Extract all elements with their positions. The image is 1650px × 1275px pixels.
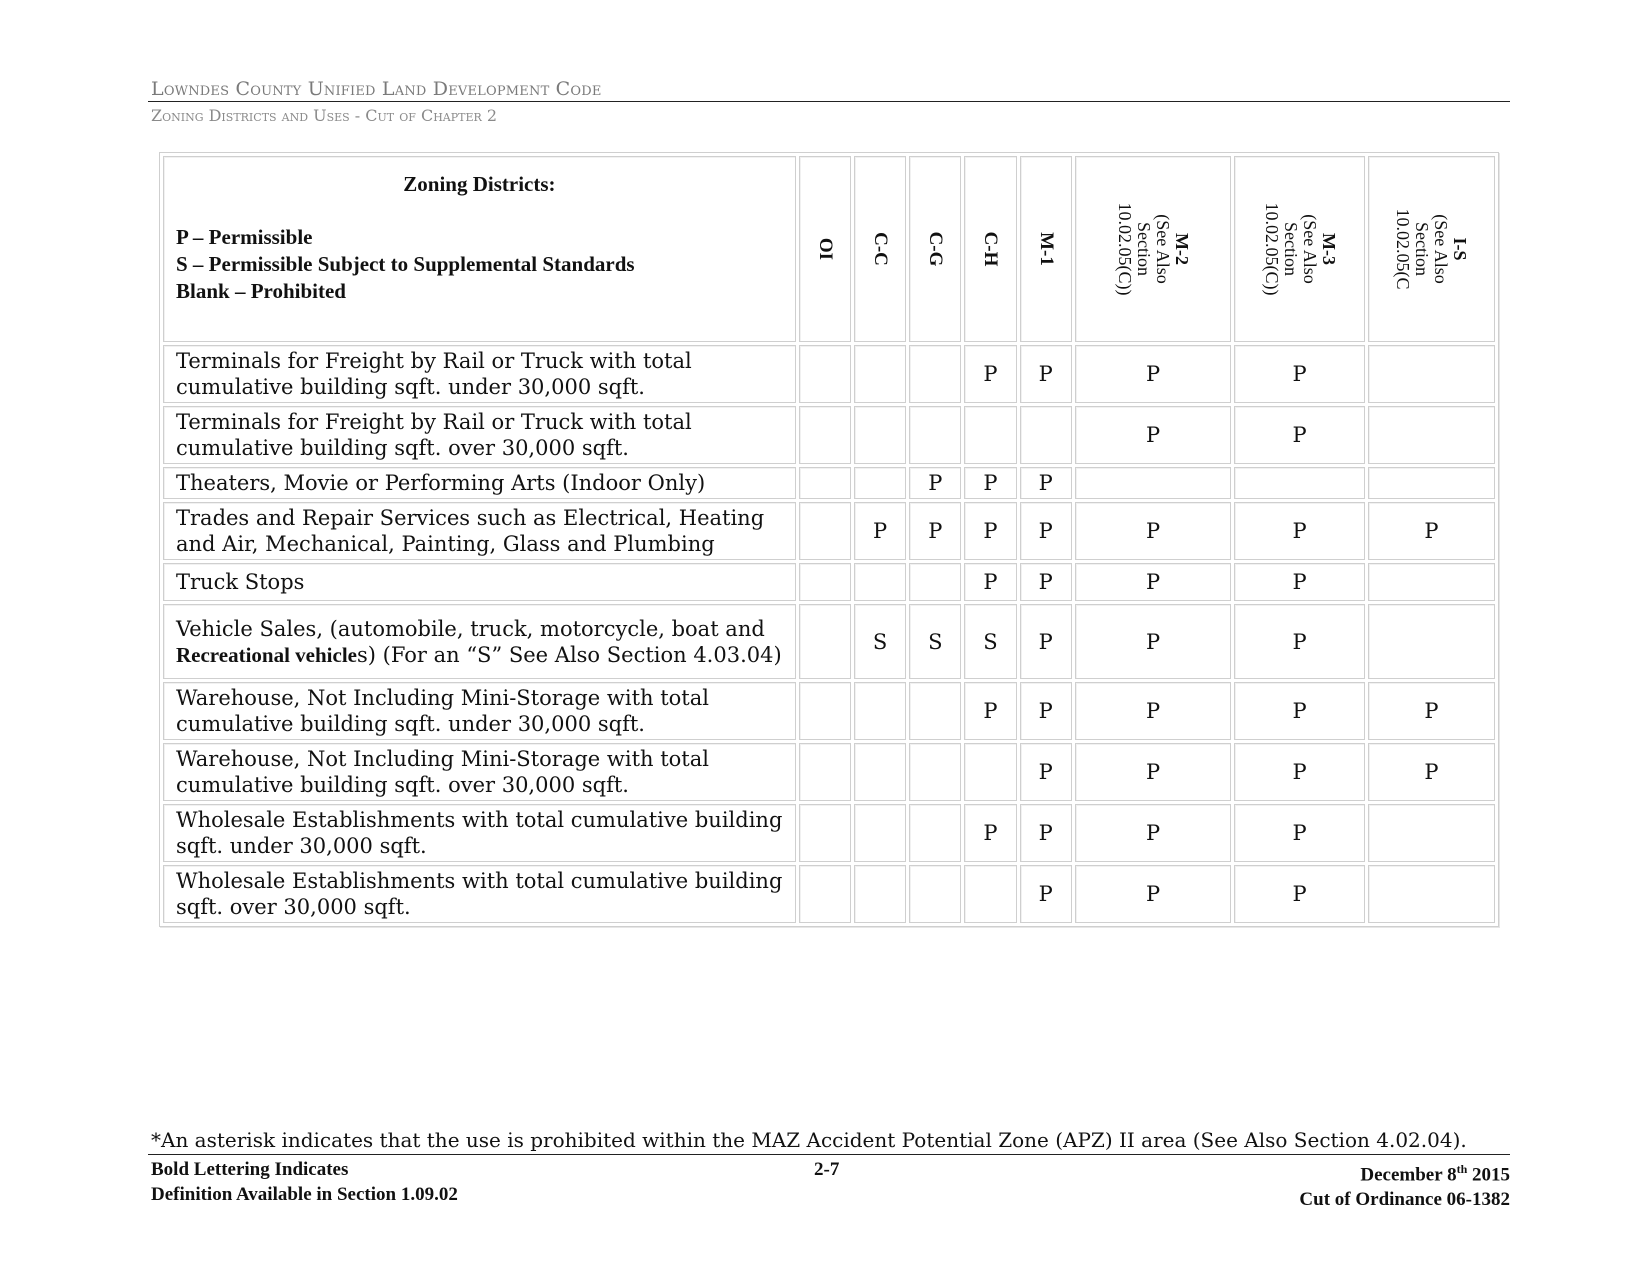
- permission-cell-c-c: [854, 345, 906, 403]
- permission-cell-m-1: P: [1020, 345, 1072, 403]
- column-header-m-3: [1234, 156, 1364, 342]
- permission-cell-m-1: P: [1020, 467, 1072, 499]
- document-title: Lowndes County Unified Land Development Code: [151, 78, 602, 100]
- table-row: [163, 406, 1495, 464]
- permission-cell-m-3: P: [1234, 743, 1364, 801]
- table-row: [163, 804, 1495, 862]
- use-description: Terminals for Freight by Rail or Truck with total cumulative building sqft. over 30,000 sqft.: [163, 406, 796, 464]
- district-code: I-S: [1450, 237, 1471, 261]
- permission-cell-m-1: P: [1020, 563, 1072, 601]
- permission-cell-m-2: P: [1075, 743, 1232, 801]
- permission-cell-c-h: P: [964, 563, 1016, 601]
- defined-term: Recreational vehicle: [176, 642, 357, 667]
- permission-cell-oi: [799, 502, 851, 560]
- ordinance-number: Cut of Ordinance 06-1382: [1299, 1189, 1510, 1211]
- column-header-c-c: [854, 156, 906, 342]
- permission-cell-c-h: P: [964, 682, 1016, 740]
- permission-cell-c-g: [909, 743, 961, 801]
- permission-cell-m-2: P: [1075, 345, 1232, 403]
- zoning-table: [159, 152, 1499, 927]
- permission-cell-m-1: P: [1020, 804, 1072, 862]
- page-number: 2-7: [814, 1159, 840, 1180]
- district-code: M-3: [1318, 233, 1339, 265]
- asterisk-note: *An asterisk indicates that the use is prohibited within the MAZ Accident Potential Zone (APZ) II area (See Also Section 4.02.04).: [151, 1128, 1467, 1152]
- permission-cell-i-s: P: [1368, 502, 1495, 560]
- permission-cell-c-c: [854, 804, 906, 862]
- header-divider: [148, 101, 1510, 102]
- use-description: Wholesale Establishments with total cumulative building sqft. under 30,000 sqft.: [163, 804, 796, 862]
- use-description: Wholesale Establishments with total cumulative building sqft. over 30,000 sqft.: [163, 865, 796, 923]
- permission-cell-oi: [799, 804, 851, 862]
- district-code: M-2: [1172, 233, 1193, 265]
- district-note: (See Also Section 10.02.05(C)): [1115, 202, 1174, 296]
- permission-cell-oi: [799, 682, 851, 740]
- permission-cell-oi: [799, 743, 851, 801]
- permission-cell-m-3: P: [1234, 563, 1364, 601]
- permission-cell-m-2: P: [1075, 563, 1232, 601]
- column-header-i-s: [1368, 156, 1495, 342]
- permission-cell-c-c: [854, 467, 906, 499]
- use-description: Terminals for Freight by Rail or Truck with total cumulative building sqft. under 30,000 sqft.: [163, 345, 796, 403]
- permission-cell-m-3: P: [1234, 345, 1364, 403]
- revision-date: [1299, 1157, 1510, 1187]
- table-body: [163, 345, 1495, 923]
- permission-cell-c-h: [964, 865, 1016, 923]
- permission-cell-m-2: P: [1075, 682, 1232, 740]
- column-label: [815, 238, 835, 260]
- permission-cell-i-s: [1368, 406, 1495, 464]
- permission-cell-m-2: P: [1075, 502, 1232, 560]
- column-header-m-1: [1020, 156, 1072, 342]
- permission-cell-c-g: [909, 804, 961, 862]
- permission-cell-c-c: S: [854, 604, 906, 679]
- permission-cell-c-c: [854, 406, 906, 464]
- permission-cell-c-g: S: [909, 604, 961, 679]
- permission-cell-oi: [799, 604, 851, 679]
- permission-cell-m-1: P: [1020, 682, 1072, 740]
- use-description: [163, 604, 796, 679]
- permission-cell-c-h: P: [964, 345, 1016, 403]
- legend-cell: [163, 156, 796, 342]
- permission-cell-c-c: [854, 865, 906, 923]
- permission-cell-c-g: P: [909, 502, 961, 560]
- district-code: C-C: [870, 232, 892, 266]
- document-subtitle: Zoning Districts and Uses - Cut of Chapter 2: [151, 106, 498, 125]
- permission-cell-c-g: [909, 682, 961, 740]
- permission-cell-c-h: P: [964, 804, 1016, 862]
- use-text: s) (For an “S” See Also Section 4.03.04): [356, 642, 782, 667]
- use-description: Trades and Repair Services such as Electrical, Heating and Air, Mechanical, Painting, Glass and Plumbing: [163, 502, 796, 560]
- permission-cell-c-h: P: [964, 467, 1016, 499]
- column-label: [1262, 203, 1338, 296]
- permission-cell-i-s: [1368, 563, 1495, 601]
- permission-cell-m-2: [1075, 467, 1232, 499]
- footer-revision: [1299, 1157, 1510, 1212]
- permission-cell-c-g: [909, 563, 961, 601]
- permission-cell-oi: [799, 563, 851, 601]
- permission-cell-m-2: P: [1075, 604, 1232, 679]
- table-row: [163, 743, 1495, 801]
- permission-cell-c-h: S: [964, 604, 1016, 679]
- date-text: December 8: [1360, 1164, 1457, 1186]
- use-text: Vehicle Sales, (automobile, truck, motorcycle, boat and: [176, 616, 765, 641]
- permission-cell-c-h: P: [964, 502, 1016, 560]
- district-code: C-G: [925, 231, 947, 267]
- permission-cell-c-h: [964, 406, 1016, 464]
- permission-cell-m-3: P: [1234, 804, 1364, 862]
- district-note: (See Also Section 10.02.05(C: [1393, 208, 1452, 290]
- permission-cell-i-s: [1368, 604, 1495, 679]
- legend-item-prohibited: Blank – Prohibited: [176, 279, 346, 303]
- permission-cell-m-1: P: [1020, 743, 1072, 801]
- permission-cell-i-s: [1368, 345, 1495, 403]
- permission-cell-m-3: P: [1234, 682, 1364, 740]
- table-row: [163, 502, 1495, 560]
- permission-cell-m-2: P: [1075, 406, 1232, 464]
- use-description: Warehouse, Not Including Mini-Storage with total cumulative building sqft. over 30,000 sqft.: [163, 743, 796, 801]
- column-label: [1115, 203, 1191, 296]
- permission-cell-m-3: [1234, 467, 1364, 499]
- permission-cell-m-3: P: [1234, 865, 1364, 923]
- permission-cell-m-2: P: [1075, 865, 1232, 923]
- column-label: [870, 232, 890, 266]
- permission-cell-m-3: P: [1234, 406, 1364, 464]
- permission-cell-c-g: [909, 406, 961, 464]
- table-header-row: [163, 156, 1495, 342]
- date-year: 2015: [1467, 1164, 1510, 1186]
- permission-cell-oi: [799, 406, 851, 464]
- permission-cell-c-h: [964, 743, 1016, 801]
- district-code: OI: [814, 237, 836, 261]
- permission-cell-oi: [799, 345, 851, 403]
- permission-cell-c-g: [909, 865, 961, 923]
- permission-cell-m-3: P: [1234, 604, 1364, 679]
- column-label: [1036, 232, 1056, 266]
- permission-cell-c-c: [854, 682, 906, 740]
- footer-definition-note: [151, 1157, 458, 1207]
- legend-item-supplemental: S – Permissible Subject to Supplemental Standards: [176, 252, 635, 276]
- table-row: [163, 345, 1495, 403]
- permission-cell-oi: [799, 467, 851, 499]
- column-label: [925, 232, 945, 267]
- permission-cell-m-1: [1020, 406, 1072, 464]
- use-description: Theaters, Movie or Performing Arts (Indoor Only): [163, 467, 796, 499]
- permission-cell-oi: [799, 865, 851, 923]
- permission-cell-m-3: P: [1234, 502, 1364, 560]
- use-description: Warehouse, Not Including Mini-Storage with total cumulative building sqft. under 30,000 sqft.: [163, 682, 796, 740]
- column-header-c-h: [964, 156, 1016, 342]
- permission-cell-i-s: P: [1368, 743, 1495, 801]
- footer-left-line-2: Definition Available in Section 1.09.02: [151, 1184, 458, 1205]
- table-row: [163, 682, 1495, 740]
- table-row: [163, 563, 1495, 601]
- permission-cell-i-s: P: [1368, 682, 1495, 740]
- column-header-m-2: [1075, 156, 1232, 342]
- district-code: C-H: [980, 231, 1002, 267]
- footer-divider: [148, 1154, 1510, 1155]
- date-suffix: th: [1456, 1162, 1468, 1176]
- table-row: [163, 865, 1495, 923]
- table-row: [163, 604, 1495, 679]
- permission-cell-m-1: P: [1020, 865, 1072, 923]
- permission-cell-i-s: [1368, 865, 1495, 923]
- permission-cell-m-2: P: [1075, 804, 1232, 862]
- district-note: (See Also Section 10.02.05(C)): [1261, 202, 1320, 296]
- column-label: [980, 232, 1000, 267]
- permission-cell-c-g: [909, 345, 961, 403]
- footer-left-line-1: Bold Lettering Indicates: [151, 1159, 349, 1180]
- district-code: M-1: [1035, 232, 1057, 266]
- permission-cell-i-s: [1368, 804, 1495, 862]
- legend-title: Zoning Districts:: [403, 172, 556, 196]
- permission-cell-c-c: [854, 743, 906, 801]
- permission-cell-i-s: [1368, 467, 1495, 499]
- legend-item-permissible: P – Permissible: [176, 225, 313, 249]
- column-label: [1393, 209, 1469, 290]
- permission-cell-c-c: P: [854, 502, 906, 560]
- permission-cell-m-1: P: [1020, 502, 1072, 560]
- use-description: Truck Stops: [163, 563, 796, 601]
- permission-cell-c-g: P: [909, 467, 961, 499]
- permission-cell-m-1: P: [1020, 604, 1072, 679]
- column-header-oi: [799, 156, 851, 342]
- column-header-c-g: [909, 156, 961, 342]
- table-row: [163, 467, 1495, 499]
- permission-cell-c-c: [854, 563, 906, 601]
